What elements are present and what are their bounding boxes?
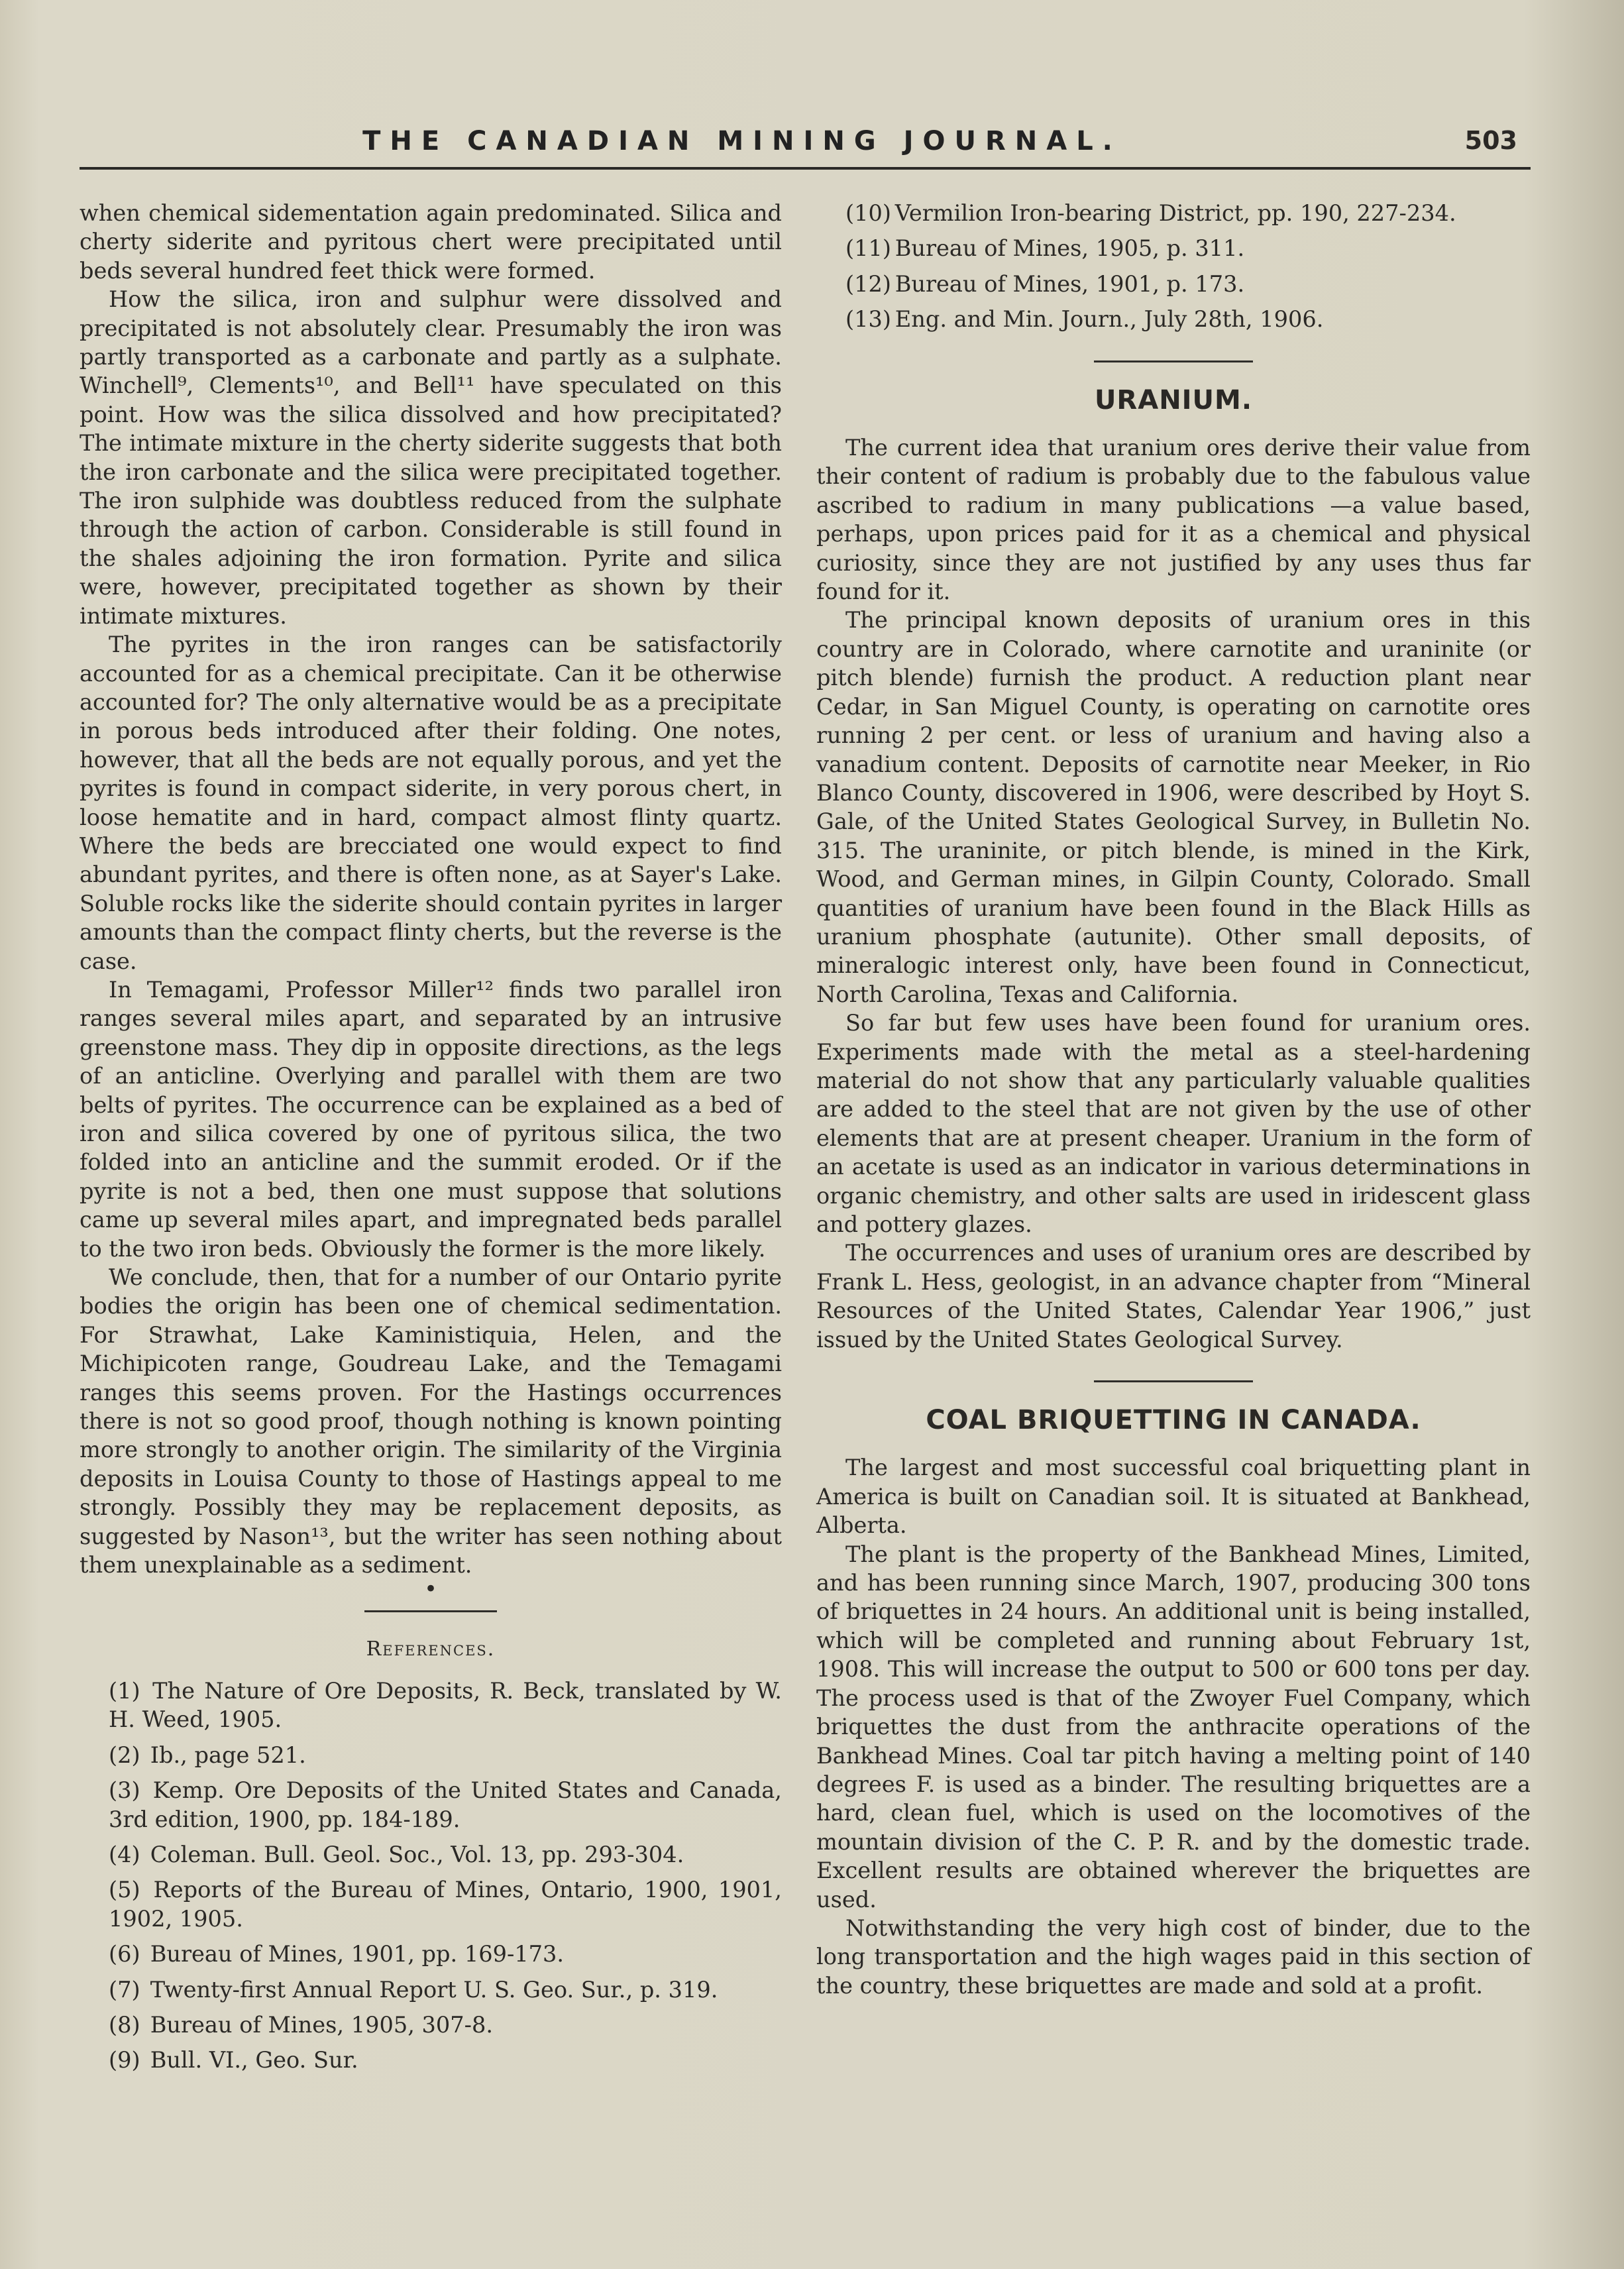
- reference-item: [816, 199, 1531, 227]
- reference-text: Coleman. Bull. Geol. Soc., Vol. 13, pp. 293-304.: [150, 1841, 684, 1867]
- paragraph: The occurrences and uses of uranium ores are described by Frank L. Hess, geologist, in an advance chapter from “Mineral Resources of the United States, Calendar Year 1906,” just issued by the United States Geological Survey.: [816, 1240, 1531, 1353]
- reference-item: [816, 234, 1531, 262]
- reference-number: (2): [109, 1742, 140, 1768]
- uranium-heading: URANIUM.: [1094, 384, 1253, 415]
- reference-number: (4): [109, 1841, 140, 1867]
- reference-number: (10): [845, 200, 891, 226]
- reference-item: [80, 2011, 782, 2039]
- reference-item: [80, 1776, 782, 1834]
- reference-number: (1): [109, 1677, 140, 1704]
- paragraph: The current idea that uranium ores derive their value from their content of radium is probably due to the fabulous value ascribed to radium in many publications —a value based, perhaps, upon prices paid for it as a chemical and physical curiosity, since they are not justified by any uses thus far found for it.: [816, 435, 1531, 605]
- reference-text: Ib., page 521.: [150, 1742, 306, 1768]
- reference-item: [80, 1875, 782, 1933]
- paragraph: In Temagami, Professor Miller¹² finds two parallel iron ranges several miles apart, and separated by an intrusive greenstone mass. They dip in opposite directions, as the legs of an anticline. Overlying and parallel with them are two belts of pyrites. The occurrence can be explained as a bed of iron and silica covered by one of pyritous silica, the two folded into an anticline and the summit eroded. Or if the pyrite is not a bed, then one must suppose that solutions came up several miles apart, and impregnated beds parallel to the two iron beds. Obviously the former is the more likely.: [80, 976, 782, 1262]
- reference-item: [816, 270, 1531, 298]
- reference-number: (3): [109, 1777, 140, 1804]
- paragraph: The plant is the property of the Bankhead Mines, Limited, and has been running since March, 1907, producing 300 tons of briquettes in 24 hours. An additional unit is being installed, which will be completed and running about February 1st, 1908. This will increase the output to 500 or 600 tons per day. The process used is that of the Zwoyer Fuel Company, which briquettes the dust from the anthracite operations of the Bankhead Mines. Coal tar pitch having a melting point of 140 degrees F. is used as a binder. The resulting briquettes are a hard, clean fuel, which is used on the locomotives of the mountain division of the C. P. R. and by the domestic trade. Excellent results are obtained wherever the briquettes are used.: [816, 1541, 1531, 1912]
- reference-item: [80, 1840, 782, 1869]
- reference-item: [80, 1975, 782, 2004]
- paragraph: So far but few uses have been found for uranium ores. Experiments made with the metal as a steel-hardening material do not show that any particularly valuable qualities are added to the steel that are not given by the use of other elements that are at present cheaper. Uranium in the form of an acetate is used as an indicator in various determinations in organic chemistry, and other salts are used in iridescent glass and pottery glazes.: [816, 1010, 1531, 1237]
- reference-item: [80, 1741, 782, 1769]
- separator-dot: •: [424, 1575, 437, 1602]
- reference-item: [816, 305, 1531, 333]
- paragraph: when chemical sidementation again predominated. Silica and cherty siderite and pyritous chert were precipitated until beds several hundred feet thick were formed.: [80, 200, 782, 284]
- reference-number: (7): [109, 1976, 140, 2003]
- reference-text: Vermilion Iron-bearing District, pp. 190, 227-234.: [894, 200, 1456, 226]
- references-heading: References.: [366, 1637, 496, 1661]
- paragraph: We conclude, then, that for a number of our Ontario pyrite bodies the origin has been one of chemical sedimentation. For Strawhat, Lake Kaministiquia, Helen, and the Michipicoten range, Goudreau Lake, and the Temagami ranges this seems proven. For the Hastings occurrences there is not so good proof, though nothing is known pointing more strongly to another origin. The similarity of the Virginia deposits in Louisa County to those of Hastings appeal to me strongly. Possibly they may be replacement deposits, as suggested by Nason¹³, but the writer has seen nothing about them unexplainable as a sediment.: [80, 1264, 782, 1578]
- reference-text: Bureau of Mines, 1901, p. 173.: [894, 270, 1245, 297]
- journal-title: THE CANADIAN MINING JOURNAL.: [362, 126, 1122, 156]
- section-divider: [364, 1610, 497, 1612]
- left-column: [80, 199, 782, 2081]
- paragraph: The pyrites in the iron ranges can be satisfactorily accounted for as a chemical precipitate. Can it be otherwise accounted for? The only alternative would be as a precipitate in porous beds introduced after their folding. One notes, however, that all the beds are not equally porous, and yet the pyrites is found in compact siderite, in very porous chert, in loose hematite and in hard, compact almost flinty quartz. Where the beds are brecciated one would expect to find abundant pyrites, and there is often none, as at Sayer's Lake. Soluble rocks like the siderite should contain pyrites in larger amounts than the compact flinty cherts, but the reverse is the case.: [80, 632, 782, 974]
- reference-text: Bureau of Mines, 1905, p. 311.: [894, 235, 1245, 262]
- reference-number: (6): [109, 1941, 140, 1967]
- reference-text: Kemp. Ore Deposits of the United States and Canada, 3rd edition, 1900, pp. 184-189.: [109, 1777, 782, 1832]
- right-column: [816, 199, 1531, 2000]
- reference-number: (9): [109, 2047, 140, 2074]
- reference-text: Bureau of Mines, 1901, pp. 169-173.: [150, 1941, 565, 1967]
- reference-item: [80, 1940, 782, 1968]
- paragraph: How the silica, iron and sulphur were dissolved and precipitated is not absolutely clear. Presumably the iron was partly transported as a carbonate and partly as a sulphate. Winchell⁹, Clements¹⁰, and Bell¹¹ have speculated on this point. How was the silica dissolved and how precipitated? The intimate mixture in the cherty siderite suggests that both the iron carbonate and the silica were precipitated together. The iron sulphide was doubtless reduced from the sulphate through the action of carbon. Considerable is still found in the shales adjoining the iron formation. Pyrite and silica were, however, precipitated together as shown by their intimate mixtures.: [80, 286, 782, 629]
- page-header: [80, 126, 1531, 172]
- coal-briquetting-heading: COAL BRIQUETTING IN CANADA.: [926, 1405, 1421, 1436]
- reference-text: Bureau of Mines, 1905, 307-8.: [150, 2011, 494, 2038]
- reference-text: The Nature of Ore Deposits, R. Beck, translated by W. H. Weed, 1905.: [109, 1677, 782, 1733]
- header-rule: [80, 167, 1531, 170]
- reference-item: [80, 2046, 782, 2074]
- reference-number: (12): [845, 270, 891, 297]
- reference-number: (11): [845, 235, 891, 262]
- page-number: 503: [1464, 126, 1517, 155]
- paragraph: The largest and most successful coal briquetting plant in America is built on Canadian soil. It is situated at Bankhead, Alberta.: [816, 1455, 1531, 1539]
- reference-text: Twenty-first Annual Report U. S. Geo. Sur., p. 319.: [150, 1976, 718, 2003]
- reference-text: Reports of the Bureau of Mines, Ontario, 1900, 1901, 1902, 1905.: [109, 1877, 782, 1932]
- section-divider: [1094, 360, 1253, 362]
- paragraph: Notwithstanding the very high cost of binder, due to the long transportation and the high wages paid in this section of the country, these briquettes are made and sold at a profit.: [816, 1914, 1531, 1999]
- reference-item: [80, 1677, 782, 1734]
- reference-number: (8): [109, 2011, 140, 2038]
- paragraph: The principal known deposits of uranium ores in this country are in Colorado, where carnotite and uraninite (or pitch blende) furnish the product. A reduction plant near Cedar, in San Miguel County, is operating on carnotite ores running 2 per cent. or less of uranium and having also a vanadium content. Deposits of carnotite near Meeker, in Rio Blanco County, discovered in 1906, were described by Hoyt S. Gale, of the United States Geological Survey, in Bulletin No. 315. The uraninite, or pitch blende, is mined in the Kirk, Wood, and German mines, in Gilpin County, Colorado. Small quantities of uranium have been found in the Black Hills as uranium phosphate (autunite). Other small deposits, of mineralogic interest only, have been found in Connecticut, North Carolina, Texas and California.: [816, 607, 1531, 1007]
- reference-number: (13): [845, 306, 891, 333]
- reference-text: Eng. and Min. Journ., July 28th, 1906.: [894, 306, 1324, 333]
- reference-text: Bull. VI., Geo. Sur.: [150, 2047, 358, 2074]
- reference-number: (5): [109, 1877, 140, 1903]
- section-divider: [1094, 1380, 1253, 1382]
